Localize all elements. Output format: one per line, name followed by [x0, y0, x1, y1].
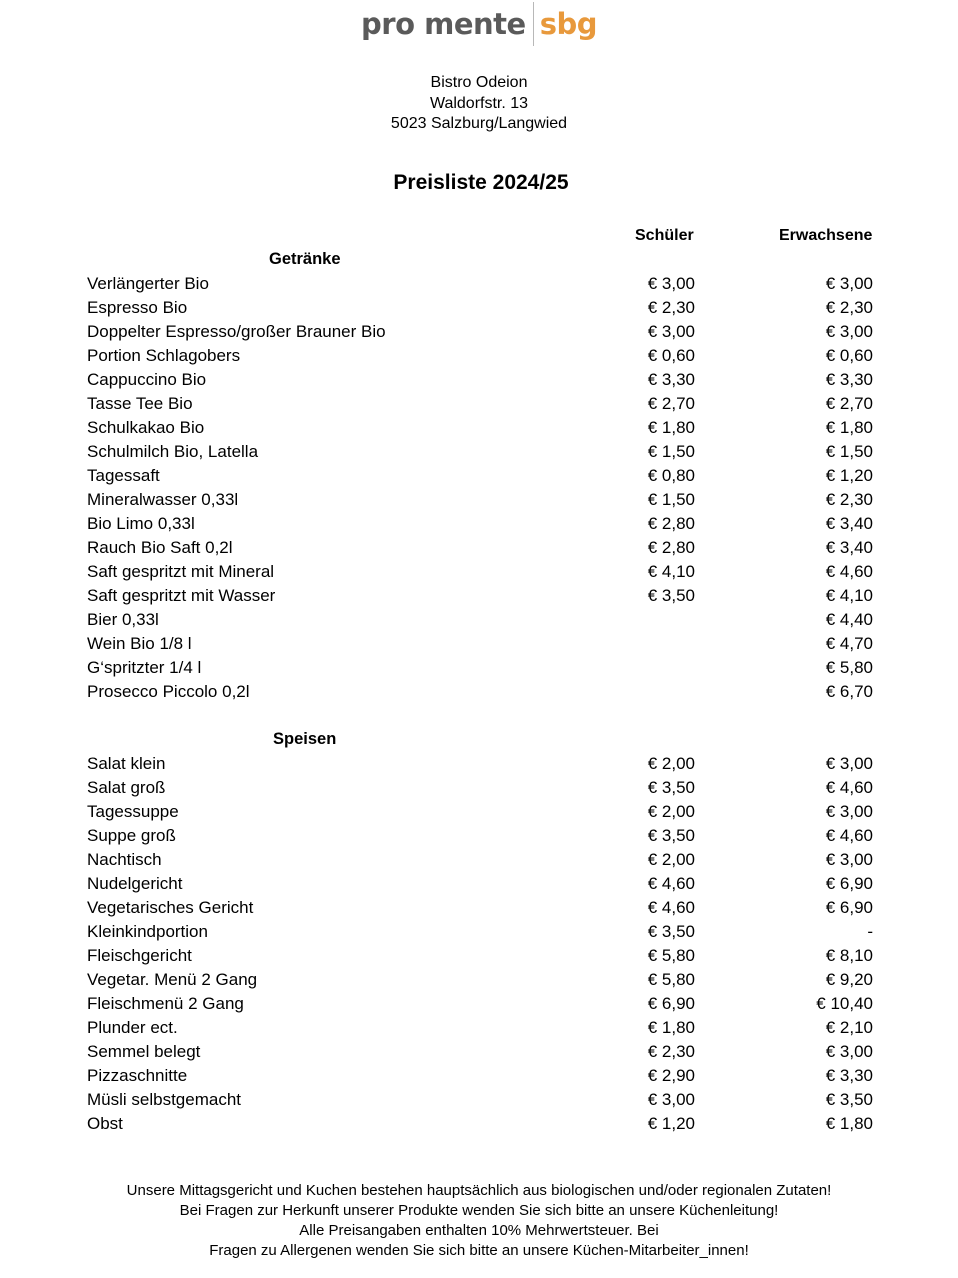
- student-price: € 2,80: [647, 538, 695, 557]
- item-name: G‘spritzter 1/4 l: [87, 658, 202, 677]
- price-row: [0, 1088, 958, 1112]
- address-block: [0, 73, 958, 135]
- adult-price: € 1,50: [825, 442, 873, 461]
- bistro-name: Bistro Odeion: [430, 74, 528, 91]
- price-row: [0, 296, 958, 320]
- price-row: [0, 896, 958, 920]
- item-name: Bier 0,33l: [87, 610, 159, 629]
- item-name: Kleinkindportion: [87, 922, 208, 941]
- adult-price: € 2,30: [825, 490, 873, 509]
- adult-price: € 1,20: [825, 466, 873, 485]
- item-name: Rauch Bio Saft 0,2l: [87, 538, 233, 557]
- adult-price: € 3,00: [825, 850, 873, 869]
- item-name: Semmel belegt: [87, 1042, 201, 1061]
- bistro-street: Waldorfstr. 13: [429, 94, 529, 112]
- student-price: € 3,50: [647, 826, 695, 845]
- footer-line: Unsere Mittagsgericht und Kuchen bestehen hauptsächlich aus biologischen und/oder regionalen Zutaten!: [126, 1182, 832, 1199]
- item-name: Pizzaschnitte: [87, 1066, 188, 1085]
- item-name: Wein Bio 1/8 l: [87, 634, 192, 653]
- column-header-students: Schüler: [635, 227, 694, 244]
- adult-price: € 4,40: [825, 610, 873, 629]
- price-row: [0, 824, 958, 848]
- drinks-list: [0, 272, 958, 704]
- item-name: Portion Schlagobers: [87, 346, 241, 365]
- student-price: € 4,60: [647, 898, 695, 917]
- price-row: [0, 536, 958, 560]
- student-price: € 0,80: [647, 466, 695, 485]
- item-name: Verlängerter Bio: [87, 274, 209, 293]
- student-price: € 1,50: [647, 442, 695, 461]
- footer-notes: [0, 1181, 958, 1261]
- student-price: € 4,60: [647, 874, 695, 893]
- price-row: [0, 752, 958, 776]
- price-row: [0, 440, 958, 464]
- logo-text-sbg: sbg: [539, 7, 597, 41]
- item-name: Tagessuppe: [87, 802, 179, 821]
- item-name: Nachtisch: [87, 850, 162, 869]
- adult-price: € 4,70: [825, 634, 873, 653]
- price-row: [0, 272, 958, 296]
- logo-text-pro-mente: pro mente: [361, 7, 526, 41]
- adult-price: € 6,90: [825, 874, 873, 893]
- adult-price: € 3,00: [825, 1042, 873, 1061]
- student-price: € 2,30: [647, 1042, 695, 1061]
- student-price: € 2,70: [647, 394, 695, 413]
- price-row: [0, 944, 958, 968]
- item-name: Espresso Bio: [87, 298, 188, 317]
- price-row: [0, 848, 958, 872]
- price-row: [0, 464, 958, 488]
- price-row: [0, 416, 958, 440]
- adult-price: € 3,00: [825, 322, 873, 341]
- section-title-food: Speisen: [273, 730, 337, 748]
- bistro-city: 5023 Salzburg/Langwied: [390, 115, 568, 132]
- adult-price: € 3,50: [825, 1090, 873, 1109]
- student-price: € 2,80: [647, 514, 695, 533]
- adult-price: € 6,70: [825, 682, 873, 701]
- student-price: € 1,80: [647, 418, 695, 437]
- student-price: € 2,00: [647, 802, 695, 821]
- item-name: Schulmilch Bio, Latella: [87, 442, 259, 461]
- student-price: € 0,60: [647, 346, 695, 365]
- adult-price: € 8,10: [825, 946, 873, 965]
- item-name: Salat groß: [87, 778, 166, 797]
- student-price: € 2,00: [647, 754, 695, 773]
- item-name: Suppe groß: [87, 826, 176, 845]
- student-price: € 3,50: [647, 922, 695, 941]
- price-row: [0, 800, 958, 824]
- adult-price: € 10,40: [816, 994, 873, 1013]
- adult-price: € 2,30: [825, 298, 873, 317]
- item-name: Saft gespritzt mit Wasser: [87, 586, 276, 605]
- adult-price: € 3,00: [825, 754, 873, 773]
- adult-price: € 6,90: [825, 898, 873, 917]
- student-price: € 2,00: [647, 850, 695, 869]
- price-row: [0, 656, 958, 680]
- item-name: Doppelter Espresso/großer Brauner Bio: [87, 322, 386, 341]
- price-row: [0, 584, 958, 608]
- item-name: Vegetar. Menü 2 Gang: [87, 970, 258, 989]
- item-name: Mineralwasser 0,33l: [87, 490, 239, 509]
- adult-price: € 4,60: [825, 778, 873, 797]
- adult-price: € 4,60: [825, 562, 873, 581]
- price-row: [0, 1040, 958, 1064]
- adult-price: € 3,30: [825, 1066, 873, 1085]
- student-price: € 5,80: [647, 970, 695, 989]
- student-price: € 1,50: [647, 490, 695, 509]
- pro-mente-logo: [0, 2, 958, 46]
- adult-price: € 1,80: [825, 1114, 873, 1133]
- price-row: [0, 1064, 958, 1088]
- price-row: [0, 608, 958, 632]
- student-price: € 3,00: [647, 274, 695, 293]
- student-price: € 1,80: [647, 1018, 695, 1037]
- adult-price: € 3,30: [825, 370, 873, 389]
- item-name: Fleischgericht: [87, 946, 192, 965]
- item-name: Tagessaft: [87, 466, 160, 485]
- footer-line: Alle Preisangaben enthalten 10% Mehrwertsteuer. Bei: [299, 1222, 659, 1239]
- logo-divider: [533, 2, 534, 46]
- item-name: Fleischmenü 2 Gang: [87, 994, 244, 1013]
- item-name: Cappuccino Bio: [87, 370, 207, 389]
- student-price: € 3,30: [647, 370, 695, 389]
- item-name: Saft gespritzt mit Mineral: [87, 562, 275, 581]
- price-row: [0, 320, 958, 344]
- item-name: Schulkakao Bio: [87, 418, 205, 437]
- price-row: [0, 392, 958, 416]
- price-row: [0, 344, 958, 368]
- price-row: [0, 680, 958, 704]
- item-name: Nudelgericht: [87, 874, 183, 893]
- item-name: Plunder ect.: [87, 1018, 178, 1037]
- student-price: € 1,20: [647, 1114, 695, 1133]
- student-price: € 4,10: [647, 562, 695, 581]
- price-row: [0, 968, 958, 992]
- student-price: € 3,00: [647, 1090, 695, 1109]
- student-price: € 3,50: [647, 586, 695, 605]
- price-row: [0, 872, 958, 896]
- adult-price: € 3,40: [825, 514, 873, 533]
- adult-price: € 4,10: [825, 586, 873, 605]
- adult-price: -: [867, 922, 873, 941]
- student-price: € 3,00: [647, 322, 695, 341]
- item-name: Bio Limo 0,33l: [87, 514, 195, 533]
- adult-price: € 3,00: [825, 802, 873, 821]
- price-row: [0, 920, 958, 944]
- adult-price: € 9,20: [825, 970, 873, 989]
- adult-price: € 2,70: [825, 394, 873, 413]
- adult-price: € 4,60: [825, 826, 873, 845]
- price-row: [0, 488, 958, 512]
- column-header-adults: Erwachsene: [779, 227, 873, 244]
- page-title: Preisliste 2024/25: [393, 171, 569, 194]
- food-list: [0, 752, 958, 1136]
- item-name: Prosecco Piccolo 0,2l: [87, 682, 250, 701]
- item-name: Müsli selbstgemacht: [87, 1090, 242, 1109]
- item-name: Vegetarisches Gericht: [87, 898, 254, 917]
- price-row: [0, 512, 958, 536]
- price-row: [0, 992, 958, 1016]
- price-row: [0, 776, 958, 800]
- adult-price: € 2,10: [825, 1018, 873, 1037]
- price-row: [0, 1016, 958, 1040]
- price-row: [0, 368, 958, 392]
- footer-line: Fragen zu Allergenen wenden Sie sich bitte an unsere Küchen-Mitarbeiter_innen!: [209, 1242, 749, 1259]
- item-name: Salat klein: [87, 754, 166, 773]
- item-name: Obst: [87, 1114, 123, 1133]
- adult-price: € 5,80: [825, 658, 873, 677]
- footer-line: Bei Fragen zur Herkunft unserer Produkte wenden Sie sich bitte an unsere Küchenleitung!: [179, 1202, 779, 1219]
- adult-price: € 1,80: [825, 418, 873, 437]
- student-price: € 2,30: [647, 298, 695, 317]
- item-name: Tasse Tee Bio: [87, 394, 193, 413]
- section-title-drinks: Getränke: [269, 250, 341, 268]
- price-row: [0, 632, 958, 656]
- student-price: € 6,90: [647, 994, 695, 1013]
- adult-price: € 3,00: [825, 274, 873, 293]
- student-price: € 2,90: [647, 1066, 695, 1085]
- price-row: [0, 560, 958, 584]
- price-row: [0, 1112, 958, 1136]
- student-price: € 3,50: [647, 778, 695, 797]
- adult-price: € 3,40: [825, 538, 873, 557]
- student-price: € 5,80: [647, 946, 695, 965]
- adult-price: € 0,60: [825, 346, 873, 365]
